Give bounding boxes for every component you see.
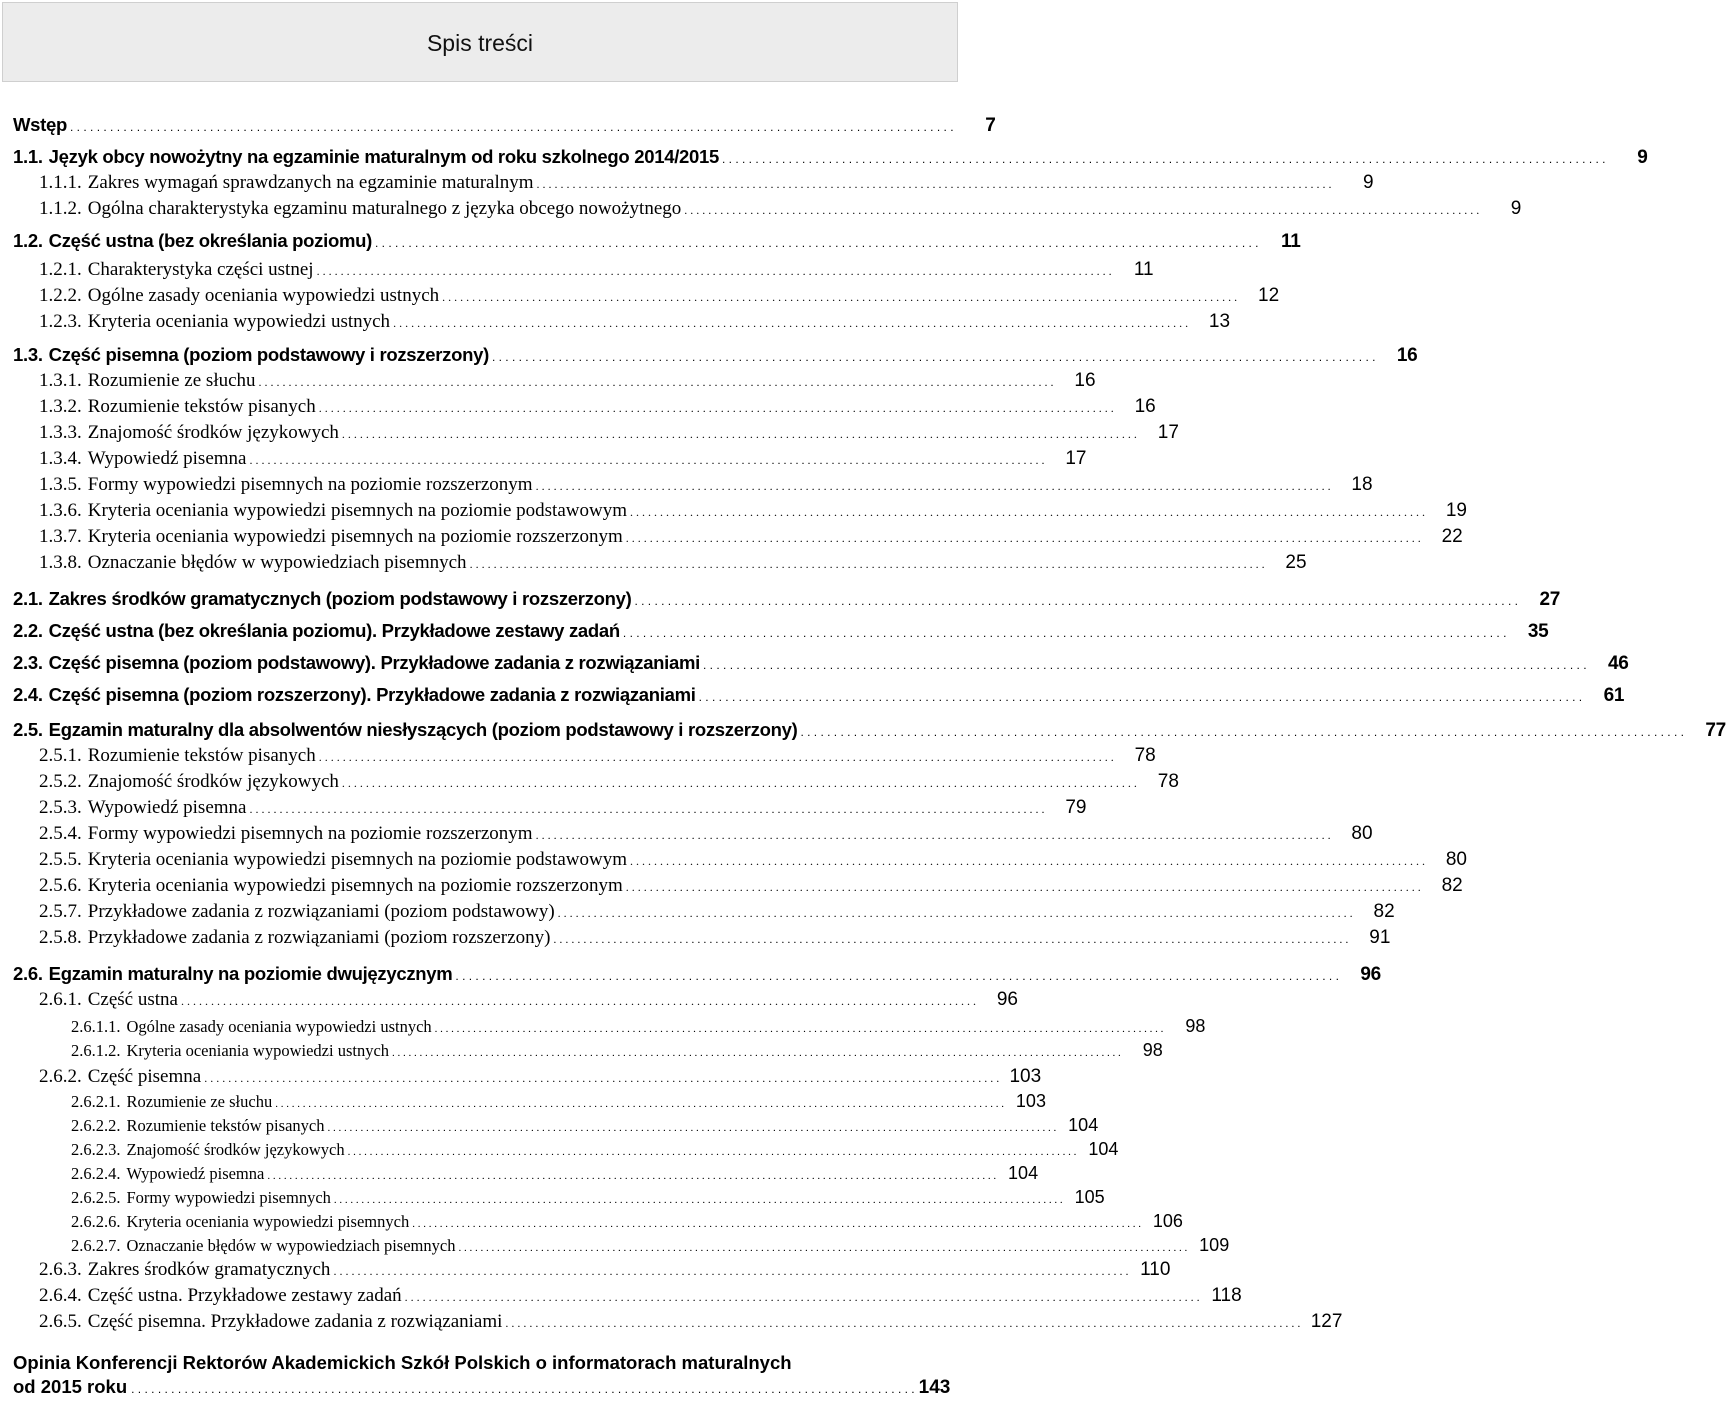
toc-page-number: 7 [985, 115, 996, 136]
toc-entry-label [39, 259, 314, 281]
toc-entry[interactable] [39, 198, 1522, 224]
toc-entry-title: Kryteria oceniania wypowiedzi pisemnych [126, 1212, 410, 1231]
toc-page-number: 106 [1152, 1211, 1183, 1231]
toc-entry-title: Kryteria oceniania wypowiedzi pisemnych na poziomie podstawowym [87, 849, 627, 870]
toc-entry-label [13, 588, 631, 610]
toc-entry-title: Przykładowe zadania z rozwiązaniami (poziom podstawowy) [87, 901, 555, 922]
toc-entry-number: 2.2. [13, 620, 43, 641]
toc-entry-label [39, 285, 439, 307]
toc-entry-label [39, 771, 339, 793]
toc-entry[interactable] [13, 146, 1648, 172]
toc-entry-title: Zakres środków gramatycznych (poziom podstawowy i rozszerzony) [48, 588, 632, 609]
toc-entry-title: Rozumienie ze słuchu [126, 1092, 273, 1111]
toc-page-number: 13 [1208, 311, 1231, 332]
toc-page-number: 79 [1065, 797, 1087, 818]
toc-entry-number: 2.6.2.2. [71, 1116, 121, 1135]
toc-entry-number: 2.5.5. [39, 849, 82, 870]
toc-entry-title: Część pisemna [87, 1066, 202, 1087]
toc-page-number: 46 [1607, 653, 1629, 674]
toc-entry-label [39, 500, 627, 522]
toc-entry-number: 2.5.2. [39, 771, 82, 792]
toc-page-number: 96 [1360, 964, 1381, 985]
toc-entry-label [39, 1066, 201, 1088]
toc-entry-label [71, 1116, 324, 1136]
toc-entry-number: 2.6.2.5. [71, 1188, 121, 1207]
toc-entry-label [39, 422, 339, 444]
toc-entry-label [71, 1236, 455, 1256]
toc-entry-number: 2.5.8. [39, 927, 82, 948]
toc-entry-number: 1.2.3. [39, 311, 82, 332]
dot-leader [348, 1140, 1077, 1160]
dot-leader [327, 1116, 1056, 1136]
toc-entry-title: Kryteria oceniania wypowiedzi pisemnych na poziomie rozszerzonym [87, 875, 623, 896]
toc-entry-number: 1.3.5. [39, 474, 82, 495]
toc-entry-label [13, 230, 372, 252]
toc-entry-number: 2.5.6. [39, 875, 82, 896]
toc-entry-title: Wypowiedź pisemna [87, 448, 247, 469]
dot-leader [259, 370, 1054, 392]
toc-page-number: 103 [1009, 1066, 1042, 1087]
toc-page-number: 16 [1074, 370, 1096, 391]
toc-page-number: 104 [1008, 1163, 1039, 1183]
dot-leader [412, 1212, 1141, 1232]
dot-leader [626, 526, 1421, 548]
toc-entry-number: 2.6.2.1. [71, 1092, 121, 1111]
toc-entry-label [39, 198, 681, 220]
toc-entry-label [71, 1140, 345, 1160]
toc-entry-number: 1.3.7. [39, 526, 82, 547]
toc-entry-number: 1.3.3. [39, 422, 82, 443]
toc-page-number: 98 [1142, 1040, 1163, 1060]
toc-page-number: 80 [1445, 849, 1467, 870]
toc-entry-title: Część ustna (bez określania poziomu) [48, 230, 372, 251]
toc-entry[interactable] [71, 1091, 1046, 1117]
toc-entry-title: Rozumienie tekstów pisanych [126, 1116, 325, 1135]
toc-entry[interactable] [39, 370, 1096, 396]
toc-page-number: 35 [1527, 621, 1549, 642]
toc-entry-label [13, 114, 67, 136]
toc-entry-number: 2.5.7. [39, 901, 82, 922]
toc-page-number: 19 [1445, 500, 1467, 521]
toc-entry-label [39, 311, 390, 333]
toc-entry-title: Zakres środków gramatycznych [87, 1259, 331, 1280]
toc-entry-title: Część pisemna (poziom rozszerzony). Przykładowe zadania z rozwiązaniami [48, 684, 696, 705]
toc-entry-label [13, 344, 489, 366]
toc-page-number: 12 [1258, 285, 1280, 306]
toc-entry[interactable] [39, 448, 1087, 474]
toc-entry-title: Część pisemna (poziom podstawowy). Przykładowe zadania z rozwiązaniami [48, 652, 701, 673]
toc-entry-title: Kryteria oceniania wypowiedzi ustnych [126, 1041, 390, 1060]
toc-entry-label [71, 1017, 432, 1037]
toc-page-number: 25 [1285, 552, 1307, 573]
dot-leader [249, 797, 1044, 819]
toc-entry-number: 2.6. [13, 963, 43, 984]
toc-entry[interactable] [71, 1187, 1105, 1213]
toc-entry-number: 2.5.1. [39, 745, 82, 766]
toc-entry-title: Rozumienie tekstów pisanych [87, 745, 316, 766]
toc-entry-label [39, 823, 533, 845]
dot-leader [455, 963, 1339, 985]
toc-entry-label [39, 901, 555, 923]
toc-entry-label [39, 797, 246, 819]
toc-entry[interactable] [71, 1139, 1119, 1165]
dot-leader [70, 114, 954, 136]
dot-leader [558, 901, 1353, 923]
dot-leader [435, 1017, 1164, 1037]
toc-entry[interactable] [39, 875, 1463, 901]
toc-entry[interactable] [39, 1259, 1171, 1285]
toc-entry[interactable] [39, 989, 1018, 1015]
toc-entry[interactable] [71, 1235, 1230, 1261]
toc-final-entry-line2[interactable] [13, 1376, 951, 1402]
toc-entry-number: 1.3.8. [39, 552, 82, 573]
toc-entry-number: 1.1. [13, 146, 43, 167]
toc-page-number: 110 [1140, 1259, 1171, 1280]
toc-entry-label [71, 1092, 272, 1112]
toc-entry-label [71, 1212, 409, 1232]
toc-entry[interactable] [39, 927, 1391, 953]
toc-entry[interactable] [13, 588, 1560, 614]
toc-entry-label [39, 448, 246, 470]
toc-entry-number: 2.5.4. [39, 823, 82, 844]
toc-entry-number: 1.2.1. [39, 259, 82, 280]
toc-entry-title: Znajomość środków językowych [87, 771, 339, 792]
toc-entry-title: Część ustna. Przykładowe zestawy zadań [87, 1285, 402, 1306]
toc-page-number: 17 [1157, 422, 1179, 443]
dot-leader [626, 875, 1421, 897]
toc-entry-number: 1.1.2. [39, 198, 82, 219]
dot-leader [375, 230, 1259, 252]
toc-entry-title: Wypowiedź pisemna [126, 1164, 265, 1183]
dot-leader [342, 422, 1137, 444]
toc-entry-label [39, 370, 256, 392]
toc-entry-label [13, 620, 620, 642]
toc-page-number: 82 [1441, 875, 1463, 896]
toc-entry[interactable] [39, 797, 1087, 823]
toc-entry-title: Ogólne zasady oceniania wypowiedzi ustnych [87, 285, 440, 306]
toc-entry[interactable] [39, 849, 1467, 875]
toc-entry-title: Formy wypowiedzi pisemnych na poziomie rozszerzonym [87, 474, 533, 495]
toc-entry-title: Formy wypowiedzi pisemnych [126, 1188, 331, 1207]
toc-entry[interactable] [39, 285, 1280, 311]
toc-entry-label [13, 719, 797, 741]
dot-leader [267, 1164, 996, 1184]
toc-entry-title: Wypowiedź pisemna [87, 797, 247, 818]
toc-page-number: 127 [1310, 1311, 1343, 1332]
toc-page-number: 105 [1074, 1187, 1105, 1207]
dot-leader [458, 1236, 1187, 1256]
toc-entry-label [13, 684, 696, 706]
toc-entry[interactable] [39, 552, 1307, 578]
toc-entry-label [39, 849, 627, 871]
dot-leader [505, 1311, 1300, 1333]
toc-entry-title: Egzamin maturalny na poziomie dwujęzycznym [48, 963, 453, 984]
dot-leader [630, 849, 1425, 871]
toc-entry[interactable] [39, 422, 1179, 448]
toc-entry-label [39, 552, 467, 574]
toc-page-number: 91 [1369, 927, 1391, 948]
toc-entry-label [13, 652, 700, 674]
toc-entry-label [39, 1285, 402, 1307]
toc-page-number: 17 [1065, 448, 1087, 469]
dot-leader [684, 198, 1479, 220]
toc-page-number: 22 [1441, 526, 1463, 547]
dot-leader [392, 1041, 1121, 1061]
toc-entry[interactable] [39, 526, 1463, 552]
dot-leader [131, 1382, 915, 1396]
toc-entry[interactable] [39, 311, 1231, 337]
dot-leader [536, 823, 1331, 845]
toc-entry-label [39, 1311, 502, 1333]
toc-entry-title: Ogólne zasady oceniania wypowiedzi ustnych [126, 1017, 432, 1036]
toc-entry[interactable] [13, 620, 1549, 646]
toc-entry-number: 1.3. [13, 344, 43, 365]
toc-page-number: 104 [1068, 1115, 1099, 1135]
toc-entry-label [39, 927, 550, 949]
dot-leader [703, 652, 1587, 674]
toc-page-number: 82 [1373, 901, 1395, 922]
toc-entry-title: Formy wypowiedzi pisemnych na poziomie rozszerzonym [87, 823, 533, 844]
toc-page-number: 11 [1281, 231, 1301, 252]
toc-page-number: 104 [1088, 1139, 1119, 1159]
dot-leader [634, 588, 1518, 610]
toc-page-number: 118 [1211, 1285, 1242, 1306]
dot-leader [470, 552, 1265, 574]
toc-page-number: 61 [1603, 685, 1625, 706]
toc-entry-title: Wstęp [13, 114, 68, 135]
dot-leader [319, 745, 1114, 767]
toc-entry[interactable] [39, 745, 1156, 771]
toc-entry-number: 2.6.2.4. [71, 1164, 121, 1183]
toc-entry-title: Zakres wymagań sprawdzanych na egzaminie maturalnym [87, 172, 534, 193]
toc-entry-title: Znajomość środków językowych [126, 1140, 345, 1159]
dot-leader [249, 448, 1044, 470]
toc-page-number: 18 [1351, 474, 1373, 495]
toc-entry-number: 2.6.2. [39, 1066, 82, 1087]
toc-entry-label [13, 963, 452, 985]
toc-page-number: 16 [1396, 345, 1418, 366]
toc-entry-title: Część ustna (bez określania poziomu). Przykładowe zestawy zadań [48, 620, 620, 641]
toc-entry-title: Rozumienie ze słuchu [87, 370, 256, 391]
dot-leader [537, 172, 1332, 194]
dot-leader [317, 259, 1112, 281]
toc-entry[interactable] [13, 344, 1418, 370]
dot-leader [393, 311, 1188, 333]
toc-entry-number: 2.1. [13, 588, 43, 609]
toc-entry[interactable] [39, 901, 1395, 927]
toc-entry-title: Ogólna charakterystyka egzaminu maturalnego z języka obcego nowożytnego [87, 198, 682, 219]
toc-entry[interactable] [13, 230, 1301, 256]
toc-entry-title: Część pisemna (poziom podstawowy i rozszerzony) [48, 344, 489, 365]
toc-final-entry-line1[interactable]: Opinia Konferencji Rektorów Akademickich Szkół Polskich o informatorach maturalnych [13, 1352, 792, 1373]
toc-page-number: 77 [1705, 720, 1726, 741]
dot-leader [623, 620, 1507, 642]
toc-entry[interactable] [71, 1040, 1163, 1066]
dot-leader [630, 500, 1425, 522]
dot-leader [319, 396, 1114, 418]
dot-leader [181, 989, 976, 1011]
toc-entry-title: Część ustna [87, 989, 178, 1010]
toc-entry-title: Przykładowe zadania z rozwiązaniami (poziom rozszerzony) [87, 927, 551, 948]
toc-entry-label [39, 526, 623, 548]
toc-entry[interactable] [13, 114, 996, 140]
toc-entry-label [39, 396, 316, 418]
toc-entry[interactable] [39, 396, 1156, 422]
toc-entry-label [39, 1259, 330, 1281]
toc-entry-number: 1.3.6. [39, 500, 82, 521]
toc-page-number: 143 [918, 1377, 951, 1398]
toc-entry-number: 2.5. [13, 719, 43, 740]
toc-entry-title: Kryteria oceniania wypowiedzi pisemnych na poziomie podstawowym [87, 500, 627, 521]
toc-entry[interactable] [13, 719, 1726, 745]
toc-entry-label [39, 474, 533, 496]
toc-entry-label [39, 989, 178, 1011]
toc-entry[interactable] [71, 1016, 1206, 1042]
toc-entry-label [39, 172, 534, 194]
toc-entry-number: 2.6.3. [39, 1259, 82, 1280]
dot-leader [275, 1092, 1004, 1112]
dot-leader [699, 684, 1583, 706]
toc-page-number: 9 [1637, 147, 1648, 168]
toc-entry-number: 2.4. [13, 684, 43, 705]
dot-leader [442, 285, 1237, 307]
toc-entry-title: Część pisemna. Przykładowe zadania z rozwiązaniami [87, 1311, 503, 1332]
toc-entry[interactable] [13, 652, 1629, 678]
toc-entry-number: 1.3.1. [39, 370, 82, 391]
page-title: Spis treści [426, 30, 534, 56]
toc-entry[interactable] [13, 684, 1625, 710]
dot-leader [334, 1188, 1063, 1208]
toc-entry[interactable] [39, 172, 1374, 198]
toc-page-number: 9 [1510, 198, 1522, 219]
toc-page-number: 11 [1133, 259, 1154, 280]
toc-entry-number: 1.2. [13, 230, 43, 251]
toc-entry-label [13, 146, 719, 168]
toc-final-entry-title: od 2015 roku [13, 1376, 128, 1397]
toc-entry-title: Kryteria oceniania wypowiedzi ustnych [87, 311, 391, 332]
toc-page-number: 78 [1157, 771, 1179, 792]
toc-entry-number: 2.6.1. [39, 989, 82, 1010]
toc-entry-label [71, 1188, 331, 1208]
toc-entry[interactable] [39, 1311, 1343, 1337]
dot-leader [342, 771, 1137, 793]
toc-entry-number: 2.6.2.6. [71, 1212, 121, 1231]
toc-entry-number: 2.6.5. [39, 1311, 82, 1332]
toc-page-number: 96 [996, 989, 1018, 1010]
toc-entry[interactable] [39, 771, 1179, 797]
toc-entry[interactable] [39, 500, 1467, 526]
toc-page-number: 80 [1351, 823, 1373, 844]
toc-entry-number: 2.6.1.1. [71, 1017, 121, 1036]
toc-entry[interactable] [71, 1163, 1039, 1189]
dot-leader [800, 719, 1684, 741]
toc-entry-number: 2.6.2.3. [71, 1140, 121, 1159]
toc-entry-number: 2.6.2.7. [71, 1236, 121, 1255]
toc-entry[interactable] [39, 474, 1373, 500]
toc-entry-label [71, 1041, 389, 1061]
toc-entry[interactable] [39, 259, 1154, 285]
toc-entry-number: 2.6.1.2. [71, 1041, 121, 1060]
dot-leader [492, 344, 1376, 366]
toc-page-number: 16 [1134, 396, 1156, 417]
toc-entry-title: Oznaczanie błędów w wypowiedziach pisemnych [126, 1236, 456, 1255]
toc-entry-title: Znajomość środków językowych [87, 422, 339, 443]
toc-entry-number: 1.1.1. [39, 172, 82, 193]
toc-entry-title: Egzamin maturalny dla absolwentów niesłyszących (poziom podstawowy i rozszerzony) [48, 719, 798, 740]
toc-entry-number: 1.3.4. [39, 448, 82, 469]
dot-leader [722, 146, 1606, 168]
toc-entry-number: 1.2.2. [39, 285, 82, 306]
toc-page-number: 9 [1362, 172, 1374, 193]
dot-leader [333, 1259, 1128, 1281]
dot-leader [553, 927, 1348, 949]
toc-page-number: 103 [1015, 1091, 1046, 1111]
toc-entry[interactable] [39, 1285, 1242, 1311]
toc-entry-title: Charakterystyka części ustnej [87, 259, 314, 280]
toc-entry-number: 2.5.3. [39, 797, 82, 818]
toc-entry[interactable] [39, 823, 1373, 849]
toc-entry-label [71, 1164, 264, 1184]
toc-entry[interactable] [71, 1211, 1183, 1237]
toc-entry-title: Oznaczanie błędów w wypowiedziach pisemnych [87, 552, 467, 573]
toc-entry-number: 2.3. [13, 652, 43, 673]
toc-entry-label [39, 745, 316, 767]
toc-page-number: 78 [1134, 745, 1156, 766]
dot-leader [204, 1066, 999, 1088]
toc-entry-title: Kryteria oceniania wypowiedzi pisemnych na poziomie rozszerzonym [87, 526, 623, 547]
toc-entry[interactable] [39, 1066, 1042, 1092]
toc-page-number: 109 [1199, 1235, 1230, 1255]
dot-leader [536, 474, 1331, 496]
toc-entry[interactable] [71, 1115, 1099, 1141]
toc-page-number: 27 [1539, 589, 1560, 610]
toc-entry-title: Język obcy nowożytny na egzaminie maturalnym od roku szkolnego 2014/2015 [48, 146, 719, 167]
toc-entry-number: 2.6.4. [39, 1285, 82, 1306]
toc-page-number: 98 [1185, 1016, 1206, 1036]
toc-entry-label [39, 875, 623, 897]
toc-entry-title: Rozumienie tekstów pisanych [87, 396, 316, 417]
toc-entry-number: 1.3.2. [39, 396, 82, 417]
dot-leader [405, 1285, 1200, 1307]
toc-entry[interactable] [13, 963, 1381, 989]
